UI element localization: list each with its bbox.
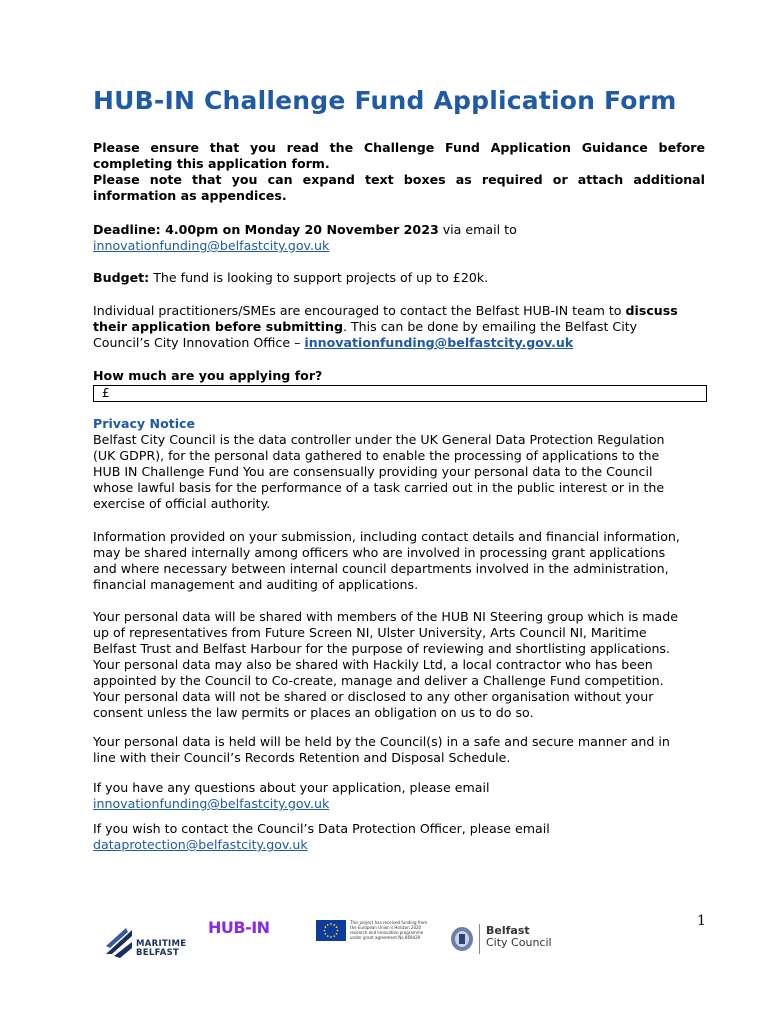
intro-line-2: completing this application form. xyxy=(93,156,330,171)
p1-line: Belfast City Council is the data controller under the UK General Data Protection Regulation xyxy=(93,432,665,447)
eu-text-line: research and innovation programme xyxy=(350,930,424,935)
page-title: HUB-IN Challenge Fund Application Form xyxy=(93,86,677,115)
p3-line: Your personal data may also be shared with Hackily Ltd, a local contractor who has been xyxy=(93,657,653,672)
privacy-heading: Privacy Notice xyxy=(93,416,196,431)
budget-section xyxy=(93,270,705,286)
p2-line: financial management and auditing of applications. xyxy=(93,577,419,592)
eu-text-line: the European Union’s Horizon 2020 xyxy=(350,925,422,930)
maritime-belfast-logo xyxy=(104,922,190,962)
deadline-label: Deadline: 4.00pm on Monday 20 November 2023 xyxy=(93,222,439,237)
hub-in-logo-text: HUB-IN xyxy=(208,918,270,937)
contact-text-1a: Individual practitioners/SMEs are encouraged to contact the Belfast HUB-IN team to xyxy=(93,303,626,318)
contact-text-1b: discuss xyxy=(625,303,678,318)
p4-line: Your personal data is held will be held by the Council(s) in a safe and secure manner and in xyxy=(93,734,670,749)
deadline-section xyxy=(93,222,705,254)
budget-text: The fund is looking to support projects of up to £20k. xyxy=(149,270,489,285)
privacy-paragraph-6 xyxy=(93,821,705,853)
intro-line-4: information as appendices. xyxy=(93,188,287,203)
eu-text-line: This project has received funding from xyxy=(350,920,428,925)
council-crest-icon xyxy=(450,926,474,952)
p3-line: consent unless the law permits or places an obligation on us to do so. xyxy=(93,705,534,720)
p1-line: whose lawful basis for the performance of a task carried out in the public interest or in the xyxy=(93,480,665,495)
maritime-wave-icon xyxy=(104,924,134,960)
privacy-paragraph-5 xyxy=(93,780,705,812)
contact-text-2b: . This can be done by emailing the Belfast City xyxy=(342,319,638,334)
maritime-line-1: MARITIME xyxy=(136,939,187,949)
p1-line: (UK GDPR), for the personal data gathered to enable the processing of applications to the xyxy=(93,448,660,463)
contact-section xyxy=(93,303,705,351)
council-logo-line-2: City Council xyxy=(486,936,552,949)
budget-line xyxy=(93,270,705,286)
contact-text-2a: their application before submitting xyxy=(93,319,343,334)
p6-text: If you wish to contact the Council’s Data Protection Officer, please email xyxy=(93,821,550,836)
p2-line: Information provided on your submission, including contact details and financial information, xyxy=(93,529,680,544)
amount-value: £ xyxy=(102,386,110,400)
intro-line-1: Please ensure that you read the Challenge Fund Application Guidance before xyxy=(93,140,705,155)
p3-line: Your personal data will not be shared or disclosed to any other organisation without your xyxy=(93,689,654,704)
maritime-line-2: BELFAST xyxy=(136,948,180,958)
p5-email-line xyxy=(93,796,705,812)
privacy-paragraph-4 xyxy=(93,734,705,766)
p6-email-line xyxy=(93,837,705,853)
deadline-line xyxy=(93,222,705,238)
privacy-paragraph-2 xyxy=(93,529,705,593)
p1-line: exercise of official authority. xyxy=(93,496,271,511)
eu-flag-icon xyxy=(316,920,346,941)
p3-line: Your personal data will be shared with members of the HUB NI Steering group which is made xyxy=(93,609,679,624)
page-number: 1 xyxy=(697,913,706,929)
p3-line: Belfast Trust and Belfast Harbour for the purpose of reviewing and shortlisting applications. xyxy=(93,641,670,656)
p2-line: may be shared internally among officers who are involved in processing grant applications xyxy=(93,545,666,560)
amount-question-label: How much are you applying for? xyxy=(93,368,323,383)
intro-instructions xyxy=(93,140,705,204)
p1-line: HUB IN Challenge Fund You are consensually providing your personal data to the Council xyxy=(93,464,653,479)
council-logo-text xyxy=(486,925,552,949)
privacy-paragraph-3 xyxy=(93,609,705,721)
amount-input-box[interactable] xyxy=(93,385,707,402)
contact-line-2 xyxy=(93,319,705,335)
eu-funding-text xyxy=(350,920,426,940)
belfast-city-council-logo xyxy=(450,922,550,958)
eu-funding-logo xyxy=(316,920,426,942)
dpo-email-link[interactable]: dataprotection@belfastcity.gov.uk xyxy=(93,837,308,852)
council-logo-line-1: Belfast xyxy=(486,924,530,937)
contact-line-1 xyxy=(93,303,705,319)
deadline-email-line xyxy=(93,238,705,254)
p3-line: up of representatives from Future Screen NI, Ulster University, Arts Council NI, Maritime xyxy=(93,625,647,640)
deadline-suffix: via email to xyxy=(438,222,517,237)
p4-line: line with their Council’s Records Retention and Disposal Schedule. xyxy=(93,750,511,765)
intro-line-3: Please note that you can expand text boxes as required or attach additional xyxy=(93,172,705,187)
hub-in-logo xyxy=(208,918,278,942)
privacy-paragraph-1 xyxy=(93,432,705,512)
eu-text-line: under grant agreement No 869429 xyxy=(350,935,421,940)
contact-line-3 xyxy=(93,335,705,351)
p2-line: and where necessary between internal council departments involved in the administration, xyxy=(93,561,669,576)
deadline-email-link[interactable]: innovationfunding@belfastcity.gov.uk xyxy=(93,238,330,253)
questions-email-link[interactable]: innovationfunding@belfastcity.gov.uk xyxy=(93,796,330,811)
budget-label: Budget: xyxy=(93,270,150,285)
contact-email-link[interactable]: innovationfunding@belfastcity.gov.uk xyxy=(304,335,574,350)
contact-text-3a: Council’s City Innovation Office – xyxy=(93,335,305,350)
p5-text: If you have any questions about your application, please email xyxy=(93,780,490,795)
p3-line: appointed by the Council to Co-create, manage and deliver a Challenge Fund competition. xyxy=(93,673,664,688)
council-logo-divider xyxy=(479,924,480,954)
